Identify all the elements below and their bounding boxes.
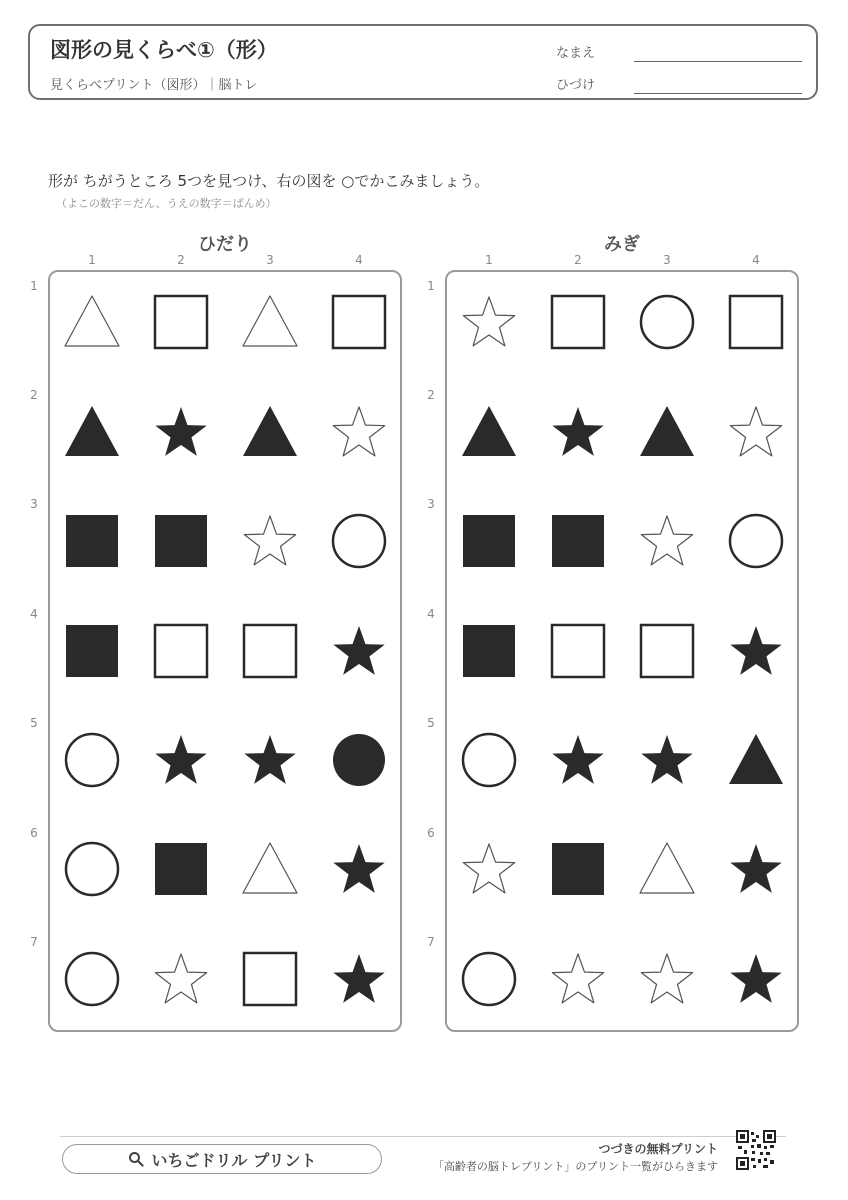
search-icon xyxy=(128,1151,144,1167)
column-label: 3 xyxy=(663,253,671,267)
square-outline-shape xyxy=(153,294,209,350)
square-filled-shape xyxy=(153,513,209,569)
square-filled-shape xyxy=(64,513,120,569)
star-mark xyxy=(730,407,781,456)
square-mark xyxy=(155,296,207,348)
triangle-mark xyxy=(243,406,297,456)
row-label: 5 xyxy=(427,716,435,730)
triangle-mark xyxy=(462,406,516,456)
circle-mark xyxy=(66,843,118,895)
star-mark xyxy=(463,844,514,893)
square-filled-shape xyxy=(64,623,120,679)
square-mark xyxy=(552,843,604,895)
row-label: 3 xyxy=(427,497,435,511)
square-mark xyxy=(244,625,296,677)
star-mark xyxy=(552,954,603,1003)
panel-title-left: ひだり xyxy=(198,234,252,255)
star-outline-shape[interactable] xyxy=(728,404,784,460)
square-mark xyxy=(641,625,693,677)
row-label: 5 xyxy=(30,716,38,730)
square-filled-shape[interactable] xyxy=(550,513,606,569)
star-mark xyxy=(244,735,295,784)
row-label: 7 xyxy=(427,935,435,949)
row-label: 2 xyxy=(427,388,435,402)
star-mark xyxy=(333,626,384,675)
star-filled-shape[interactable] xyxy=(728,623,784,679)
name-field-line[interactable] xyxy=(634,61,802,62)
circle-mark xyxy=(463,953,515,1005)
footer-search-label: いちごドリル プリント xyxy=(151,1150,317,1170)
star-mark xyxy=(641,954,692,1003)
square-mark xyxy=(333,296,385,348)
square-outline-shape xyxy=(153,623,209,679)
circle-mark xyxy=(730,515,782,567)
circle-outline-shape xyxy=(64,841,120,897)
square-filled-shape[interactable] xyxy=(550,841,606,897)
square-mark xyxy=(552,515,604,567)
column-label: 2 xyxy=(177,253,185,267)
instruction-note: （よこの数字＝だん、うえの数字＝ばんめ） xyxy=(56,197,277,210)
star-mark xyxy=(155,407,206,456)
square-filled-shape xyxy=(153,841,209,897)
star-mark xyxy=(155,735,206,784)
square-outline-shape[interactable] xyxy=(550,623,606,679)
star-outline-shape[interactable] xyxy=(639,951,695,1007)
column-label: 4 xyxy=(752,253,760,267)
column-label: 2 xyxy=(574,253,582,267)
panel-title-right: みぎ xyxy=(604,234,640,255)
square-outline-shape xyxy=(242,951,298,1007)
square-filled-shape[interactable] xyxy=(461,513,517,569)
star-outline-shape xyxy=(153,951,209,1007)
row-label: 4 xyxy=(427,607,435,621)
star-mark xyxy=(730,626,781,675)
row-label: 2 xyxy=(30,388,38,402)
star-filled-shape[interactable] xyxy=(728,841,784,897)
row-label: 7 xyxy=(30,935,38,949)
star-filled-shape xyxy=(331,623,387,679)
square-mark xyxy=(66,515,118,567)
footer-divider xyxy=(60,1136,786,1137)
header-box xyxy=(28,24,818,100)
circle-outline-shape[interactable] xyxy=(461,951,517,1007)
row-label: 1 xyxy=(427,279,435,293)
circle-mark xyxy=(641,296,693,348)
triangle-mark xyxy=(243,843,297,893)
circle-mark xyxy=(333,515,385,567)
square-mark xyxy=(155,625,207,677)
circle-mark xyxy=(66,953,118,1005)
triangle-mark xyxy=(640,843,694,893)
star-mark xyxy=(730,844,781,893)
star-outline-shape xyxy=(242,513,298,569)
column-label: 3 xyxy=(266,253,274,267)
page-title: 図形の見くらべ①（形） xyxy=(50,38,278,62)
triangle-outline-shape xyxy=(242,841,298,897)
footer-search-button[interactable] xyxy=(62,1144,382,1174)
square-outline-shape[interactable] xyxy=(639,623,695,679)
footer-more-prints: つづきの無料プリント xyxy=(598,1142,718,1156)
date-label: ひづけ xyxy=(556,78,596,93)
star-outline-shape[interactable] xyxy=(461,294,517,350)
triangle-outline-shape xyxy=(64,294,120,350)
square-mark xyxy=(463,625,515,677)
star-mark xyxy=(155,954,206,1003)
star-outline-shape[interactable] xyxy=(550,951,606,1007)
instruction-text: 形が ちがうところ 5つを見つけ、右の図を ○でかこみましょう。 xyxy=(48,172,490,190)
triangle-filled-shape xyxy=(64,404,120,460)
star-mark xyxy=(333,954,384,1003)
row-label: 3 xyxy=(30,497,38,511)
circle-outline-shape xyxy=(64,732,120,788)
circle-outline-shape xyxy=(331,513,387,569)
triangle-outline-shape xyxy=(242,294,298,350)
circle-outline-shape[interactable] xyxy=(461,732,517,788)
triangle-outline-shape[interactable] xyxy=(639,841,695,897)
star-mark xyxy=(641,735,692,784)
square-outline-shape[interactable] xyxy=(550,294,606,350)
footer-list-note: 「高齢者の脳トレプリント」のプリント一覧がひらきます xyxy=(432,1160,718,1173)
row-label: 6 xyxy=(30,826,38,840)
star-filled-shape xyxy=(153,404,209,460)
column-label: 1 xyxy=(485,253,493,267)
triangle-mark xyxy=(729,734,783,784)
star-mark xyxy=(244,516,295,565)
star-filled-shape xyxy=(153,732,209,788)
column-label: 1 xyxy=(88,253,96,267)
square-mark xyxy=(552,625,604,677)
star-mark xyxy=(463,297,514,346)
circle-outline-shape[interactable] xyxy=(639,294,695,350)
star-mark xyxy=(641,516,692,565)
square-mark xyxy=(552,296,604,348)
square-outline-shape[interactable] xyxy=(728,294,784,350)
circle-mark xyxy=(66,734,118,786)
star-filled-shape xyxy=(331,841,387,897)
triangle-mark xyxy=(65,296,119,346)
star-filled-shape xyxy=(331,951,387,1007)
square-mark xyxy=(155,843,207,895)
star-filled-shape xyxy=(242,732,298,788)
star-filled-shape[interactable] xyxy=(550,404,606,460)
row-label: 4 xyxy=(30,607,38,621)
date-field-line[interactable] xyxy=(634,93,802,94)
name-label: なまえ xyxy=(556,46,596,61)
star-mark xyxy=(552,735,603,784)
square-mark xyxy=(730,296,782,348)
star-outline-shape xyxy=(331,404,387,460)
square-outline-shape xyxy=(331,294,387,350)
square-mark xyxy=(66,625,118,677)
triangle-mark xyxy=(243,296,297,346)
star-mark xyxy=(333,844,384,893)
page-subtitle: 見くらべプリント（図形）｜脳トレ xyxy=(50,78,258,93)
circle-outline-shape[interactable] xyxy=(728,513,784,569)
triangle-mark xyxy=(640,406,694,456)
column-label: 4 xyxy=(355,253,363,267)
star-outline-shape[interactable] xyxy=(639,513,695,569)
star-outline-shape[interactable] xyxy=(461,841,517,897)
circle-filled-shape xyxy=(331,732,387,788)
star-filled-shape[interactable] xyxy=(728,951,784,1007)
row-label: 1 xyxy=(30,279,38,293)
square-mark xyxy=(244,953,296,1005)
triangle-mark xyxy=(65,406,119,456)
square-outline-shape xyxy=(242,623,298,679)
circle-outline-shape xyxy=(64,951,120,1007)
triangle-filled-shape[interactable] xyxy=(639,404,695,460)
circle-mark xyxy=(463,734,515,786)
square-mark xyxy=(463,515,515,567)
star-mark xyxy=(730,954,781,1003)
circle-mark xyxy=(333,734,385,786)
star-mark xyxy=(552,407,603,456)
square-mark xyxy=(155,515,207,567)
row-label: 6 xyxy=(427,826,435,840)
qr-code-icon[interactable] xyxy=(736,1130,776,1170)
triangle-filled-shape[interactable] xyxy=(728,732,784,788)
square-filled-shape[interactable] xyxy=(461,623,517,679)
star-filled-shape[interactable] xyxy=(639,732,695,788)
triangle-filled-shape[interactable] xyxy=(461,404,517,460)
star-mark xyxy=(333,407,384,456)
triangle-filled-shape xyxy=(242,404,298,460)
star-filled-shape[interactable] xyxy=(550,732,606,788)
